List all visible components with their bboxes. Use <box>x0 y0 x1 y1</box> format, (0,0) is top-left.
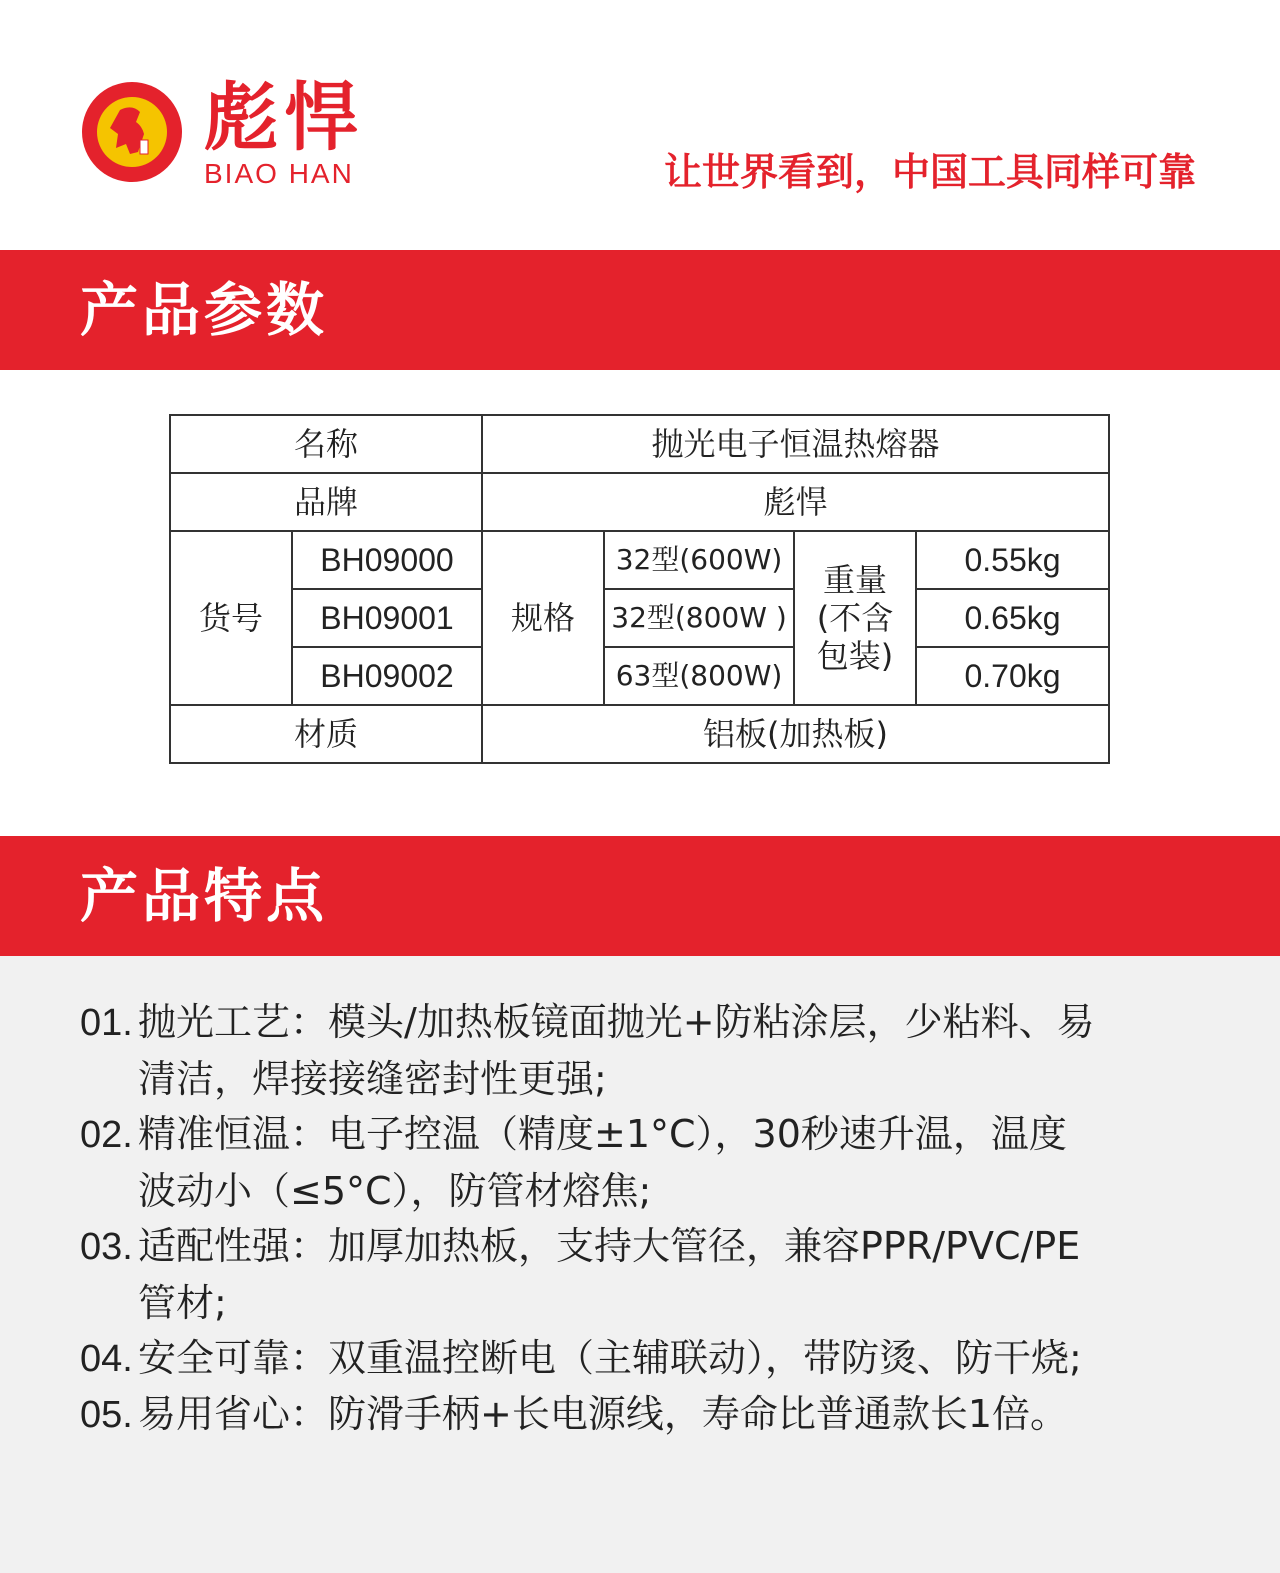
params-section-title: 产品参数 <box>80 276 329 344</box>
feature-number: 01. <box>80 1002 133 1044</box>
spec-value: 32型(800W ) <box>604 589 794 647</box>
spec-value: 32型(600W) <box>604 531 794 589</box>
features-section-band <box>0 836 1280 956</box>
feature-text: 精准恒温：电子控温（精度±1°C），30秒速升温，温度 <box>138 1112 1067 1156</box>
feature-text: 适配性强：加厚加热板，支持大管径，兼容PPR/PVC/PE <box>138 1224 1081 1268</box>
feature-number: 03. <box>80 1226 133 1268</box>
weight-value: 0.70kg <box>916 647 1109 705</box>
features-area <box>0 956 1280 1573</box>
material-value: 铝板(加热板) <box>482 705 1109 763</box>
feature-item <box>80 1330 1210 1387</box>
biaohan-emblem-icon <box>80 80 184 184</box>
feature-text: 抛光工艺：模头/加热板镜面抛光+防粘涂层，少粘料、易 <box>138 1000 1095 1044</box>
table-row <box>170 647 1109 705</box>
params-section-band <box>0 250 1280 370</box>
spec-table <box>169 414 1110 764</box>
feature-text-continued: 管材; <box>138 1281 227 1325</box>
feature-text: 易用省心：防滑手柄+长电源线，寿命比普通款长1倍。 <box>138 1392 1069 1436</box>
weight-label: 重量(不含包装) <box>794 531 916 705</box>
params-area <box>0 370 1280 836</box>
sku-label: 货号 <box>170 531 292 705</box>
spec-label: 规格 <box>482 531 604 705</box>
feature-item <box>80 1106 1210 1219</box>
feature-item <box>80 1386 1210 1443</box>
sku-value: BH09000 <box>292 531 482 589</box>
table-row <box>170 473 1109 531</box>
brand-label: 品牌 <box>170 473 482 531</box>
feature-number: 02. <box>80 1114 133 1156</box>
features-section-title: 产品特点 <box>80 862 329 930</box>
weight-value: 0.65kg <box>916 589 1109 647</box>
feature-text: 安全可靠：双重温控断电（主辅联动），带防烫、防干烧; <box>138 1336 1082 1380</box>
name-value: 抛光电子恒温热熔器 <box>482 415 1109 473</box>
feature-item <box>80 994 1210 1107</box>
page-header <box>0 0 1280 250</box>
table-row <box>170 589 1109 647</box>
sku-value: BH09001 <box>292 589 482 647</box>
table-row <box>170 705 1109 763</box>
sku-value: BH09002 <box>292 647 482 705</box>
feature-number: 05. <box>80 1394 133 1436</box>
brand-name-en: BIAO HAN <box>204 158 354 189</box>
table-row <box>170 415 1109 473</box>
table-row <box>170 531 1109 589</box>
spec-value: 63型(800W) <box>604 647 794 705</box>
feature-number: 04. <box>80 1338 133 1380</box>
feature-text-continued: 波动小（≤5°C），防管材熔焦; <box>138 1169 652 1213</box>
brand-value: 彪悍 <box>482 473 1109 531</box>
brand-name-cn: 彪悍 <box>204 75 364 161</box>
feature-text-continued: 清洁，焊接接缝密封性更强; <box>138 1057 607 1101</box>
name-label: 名称 <box>170 415 482 473</box>
feature-item <box>80 1218 1210 1331</box>
material-label: 材质 <box>170 705 482 763</box>
weight-value: 0.55kg <box>916 531 1109 589</box>
slogan: 让世界看到，中国工具同样可靠 <box>663 150 1196 194</box>
